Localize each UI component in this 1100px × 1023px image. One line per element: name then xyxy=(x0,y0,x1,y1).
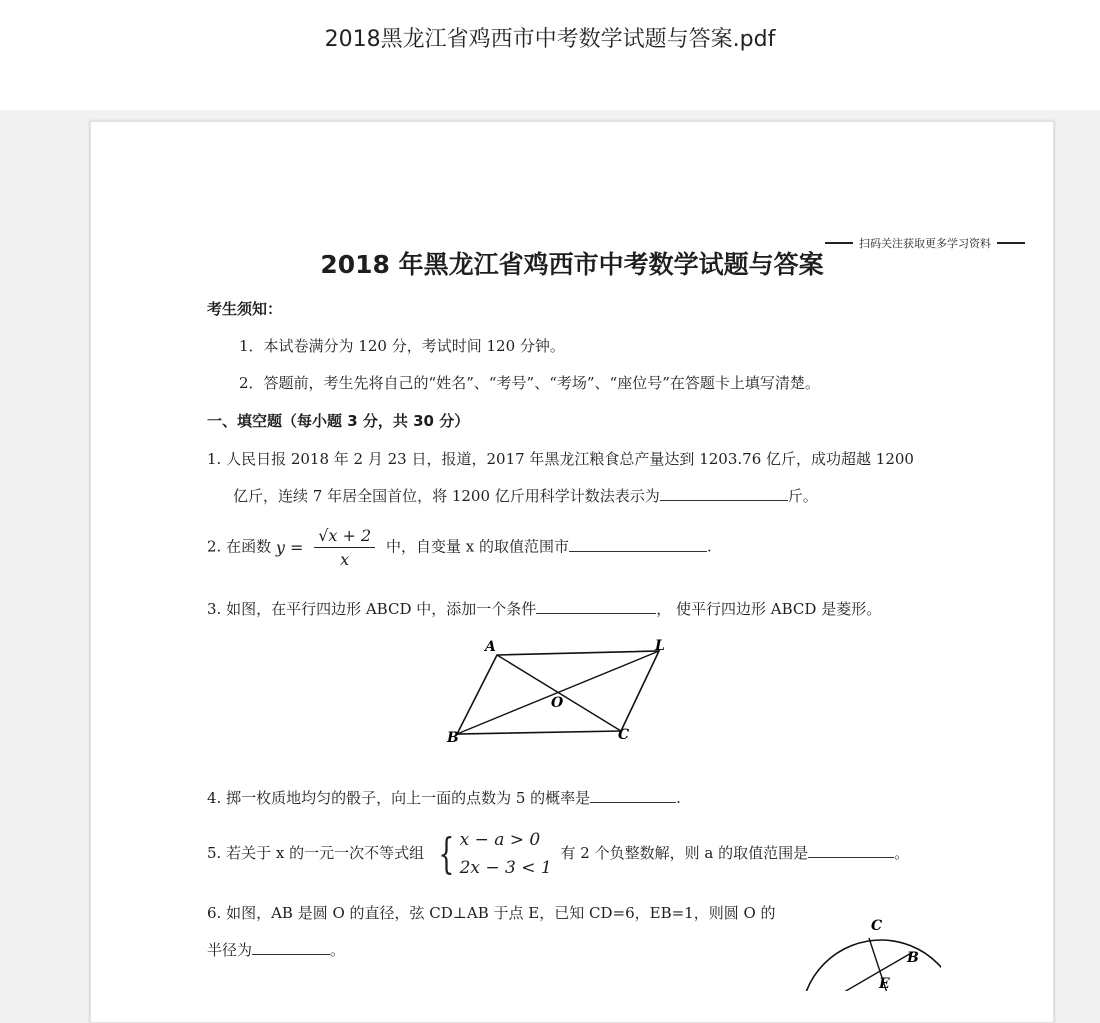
document-title: 2018 年黑龙江省鸡西市中考数学试题与答案 xyxy=(320,250,824,279)
file-title: 2018黑龙江省鸡西市中考数学试题与答案.pdf xyxy=(324,27,776,52)
question-2-lhs: y = xyxy=(275,538,304,557)
question-2-fraction xyxy=(314,526,375,569)
label-b: B xyxy=(447,730,459,746)
question-4-end: . xyxy=(676,789,681,807)
question-2 xyxy=(207,526,712,569)
question-2-end: . xyxy=(706,537,712,556)
circle-o xyxy=(801,940,941,991)
diagonal-ac xyxy=(497,655,621,731)
label-e: E xyxy=(879,976,890,991)
inequality-system xyxy=(433,826,552,882)
question-1-line-1: 1. 人民日报 2018 年 2 月 23 日，报道，2017 年黑龙江粮食总产量达到 1203.76 亿斤，成功超越 1200 xyxy=(207,450,914,468)
inequality-1: x − a > 0 xyxy=(459,830,541,850)
question-3-text-a: 3. 如图，在平行四边形 ABCD 中，添加一个条件 xyxy=(207,600,537,618)
answer-blank-4 xyxy=(590,788,676,803)
question-1-line-2 xyxy=(233,485,818,506)
question-6-end: 。 xyxy=(330,941,346,959)
question-1-text: 亿斤，连续 7 年居全国首位，将 1200 亿斤用科学计数法表示为 xyxy=(233,487,660,505)
pdf-page xyxy=(90,121,1054,1023)
question-5 xyxy=(207,826,909,882)
answer-blank-1 xyxy=(660,486,788,501)
fraction-numerator: √x + 2 xyxy=(314,526,375,548)
parallelogram-figure xyxy=(441,637,681,747)
question-5-end: 。 xyxy=(894,844,910,862)
inequality-lines xyxy=(460,826,552,882)
label-a: A xyxy=(485,639,496,655)
question-6-text: 半径为 xyxy=(207,941,253,959)
question-3 xyxy=(207,598,881,619)
notice-item-1: 1．本试卷满分为 120 分，考试时间 120 分钟。 xyxy=(239,337,565,355)
notice-item-2: 2．答题前，考生先将自己的“姓名”、“考号”、“考场”、“座位号”在答题卡上填写清楚。 xyxy=(239,374,820,392)
question-5-text-b: 有 2 个负整数解，则 a 的取值范围是 xyxy=(560,844,809,862)
label-d: L xyxy=(655,638,665,654)
question-1-unit: 斤。 xyxy=(787,487,818,505)
viewer-header xyxy=(0,0,1100,110)
label-o: O xyxy=(551,695,564,711)
question-6-line-1: 6. 如图，AB 是圆 O 的直径，弦 CD⊥AB 于点 E，已知 CD=6，EB=1，则圆 O 的 xyxy=(207,904,776,922)
label-c: C xyxy=(871,918,883,934)
question-6-line-2 xyxy=(207,939,345,960)
answer-blank-3 xyxy=(536,599,656,614)
question-4 xyxy=(207,787,681,808)
question-2-text-b: 中，自变量 x 的取值范围市 xyxy=(385,537,569,556)
section-heading-fill-in: 一、填空题（每小题 3 分，共 30 分） xyxy=(207,412,470,430)
diagonal-bd xyxy=(457,651,659,734)
question-4-text: 4. 掷一枚质地均匀的骰子，向上一面的点数为 5 的概率是 xyxy=(207,789,591,807)
dash-right xyxy=(997,242,1025,244)
fraction-denominator: x xyxy=(340,550,350,569)
question-2-text-a: 2. 在函数 xyxy=(207,537,272,556)
question-3-text-b: ， 使平行四边形 ABCD 是菱形。 xyxy=(656,600,882,618)
notice-heading: 考生须知： xyxy=(207,300,283,318)
answer-blank-2 xyxy=(569,537,707,552)
brace-icon: { xyxy=(438,829,455,878)
label-b: B xyxy=(907,950,919,966)
qr-note-text: 扫码关注获取更多学习资料 xyxy=(859,237,991,250)
label-c: C xyxy=(618,727,630,743)
answer-blank-6 xyxy=(252,940,330,955)
dash-left xyxy=(825,242,853,244)
inequality-2: 2x − 3 < 1 xyxy=(459,858,552,878)
question-5-text-a: 5. 若关于 x 的一元一次不等式组 xyxy=(207,844,425,862)
answer-blank-5 xyxy=(808,843,894,858)
circle-figure xyxy=(791,910,941,991)
